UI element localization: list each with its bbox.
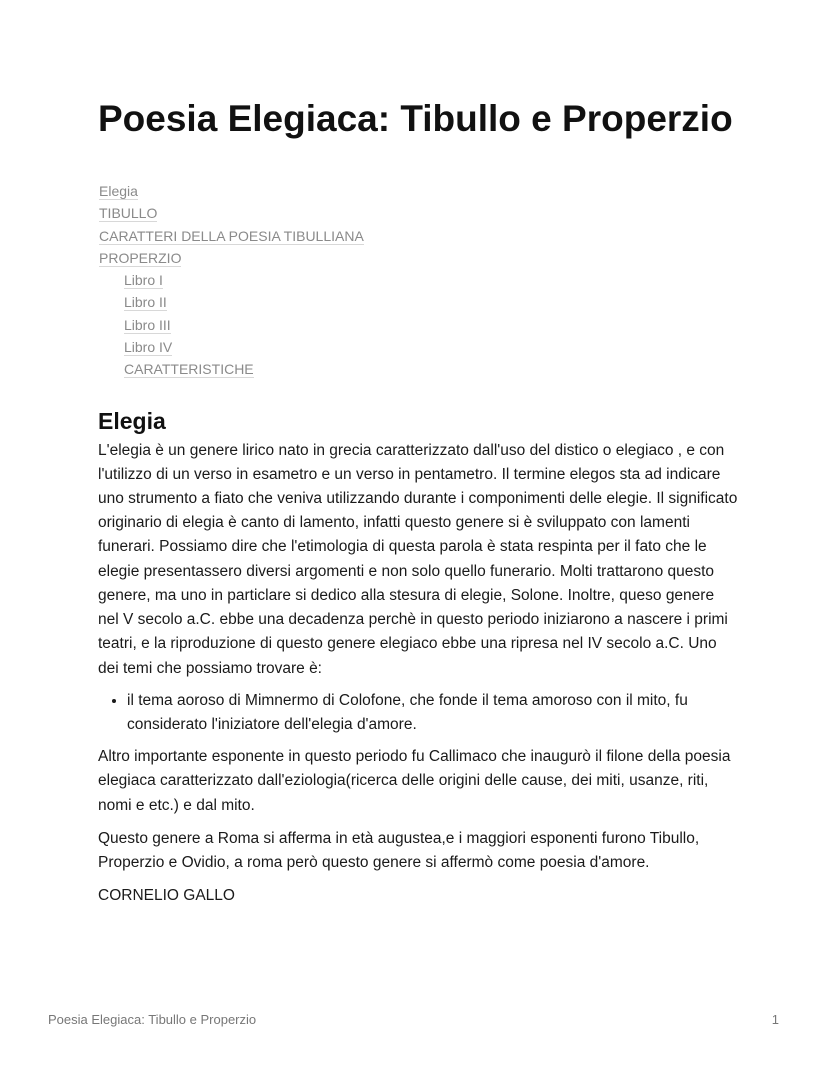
list-item: • il tema aoroso di Mimnermo di Colofone, che fonde il tema amoroso con il mito, fu considerato l'iniziatore dell'elegia d'amore.	[127, 689, 738, 737]
page-title: Poesia Elegiaca: Tibullo e Properzio	[98, 98, 733, 139]
toc-item-libro-4	[99, 336, 738, 358]
toc-item-caratteristiche	[99, 358, 738, 380]
toc-link[interactable]: Elegia	[99, 183, 138, 199]
page-footer	[48, 1012, 779, 1027]
toc-link[interactable]: Libro III	[124, 316, 171, 333]
toc-item-elegia	[99, 180, 738, 202]
toc-link[interactable]: Libro I	[124, 272, 163, 289]
toc-item-tibullo	[99, 202, 738, 224]
table-of-contents	[99, 180, 738, 381]
toc-link[interactable]: Libro II	[124, 294, 167, 311]
section-heading: Elegia	[98, 407, 166, 434]
toc-item-libro-1	[99, 269, 738, 291]
paragraph: Altro importante esponente in questo periodo fu Callimaco che inaugurò il filone della poesia elegiaca caratterizzato dall'eziologia(ricerca delle origini delle cause, dei miti, usanze, riti, nomi e etc.) e dal mito.	[98, 748, 731, 814]
toc-item-properzio	[99, 247, 738, 269]
paragraph: Questo genere a Roma si afferma in età augustea,e i maggiori esponenti furono Tibullo, Properzio e Ovidio, a roma però questo genere si affermò come poesia d'amore.	[98, 829, 700, 871]
toc-item-libro-3	[99, 314, 738, 336]
bullet-list	[98, 689, 738, 737]
toc-link[interactable]: CARATTERISTICHE	[124, 361, 254, 378]
toc-link[interactable]: PROPERZIO	[99, 249, 182, 266]
toc-link[interactable]: TIBULLO	[99, 205, 158, 222]
toc-link[interactable]: CARATTERI DELLA POESIA TIBULLIANA	[99, 227, 364, 244]
toc-link[interactable]: Libro IV	[124, 339, 173, 356]
paragraph: CORNELIO GALLO	[98, 887, 235, 905]
page-number: 1	[771, 1012, 779, 1027]
toc-item-libro-2	[99, 291, 738, 313]
paragraph: L'elegia è un genere lirico nato in grecia caratterizzato dall'uso del distico o elegiaco , e con l'utilizzo di un verso in esametro e un verso in pentametro. Il termine elegos sta ad indicare uno strumento a fiato che veniva utilizzando durante i componimenti delle elegie. Il significato originario di elegia è canto di lamento, infatti questo genere si è sviluppato con lamenti funerari. Possiamo dire che l'etimologia di questa parola è stata respinta per il fato che le elegie presentassero diversi argomenti e non solo quello funerario. Molti trattarono questo genere, ma uno in particlare si dedico alla stesura di elegie, Solone. Inoltre, queso genere nel V secolo a.C. ebbe una decadenza perchè in questo periodo iniziarono a nascere i primi teatri, e la riproduzione di questo genere elegiaco ebbe una ripresa nel IV secolo a.C. Uno dei temi che possiamo trovare è:	[98, 441, 738, 677]
document-page	[98, 96, 738, 908]
footer-title: Poesia Elegiaca: Tibullo e Properzio	[48, 1012, 257, 1027]
toc-item-caratteri	[99, 225, 738, 247]
